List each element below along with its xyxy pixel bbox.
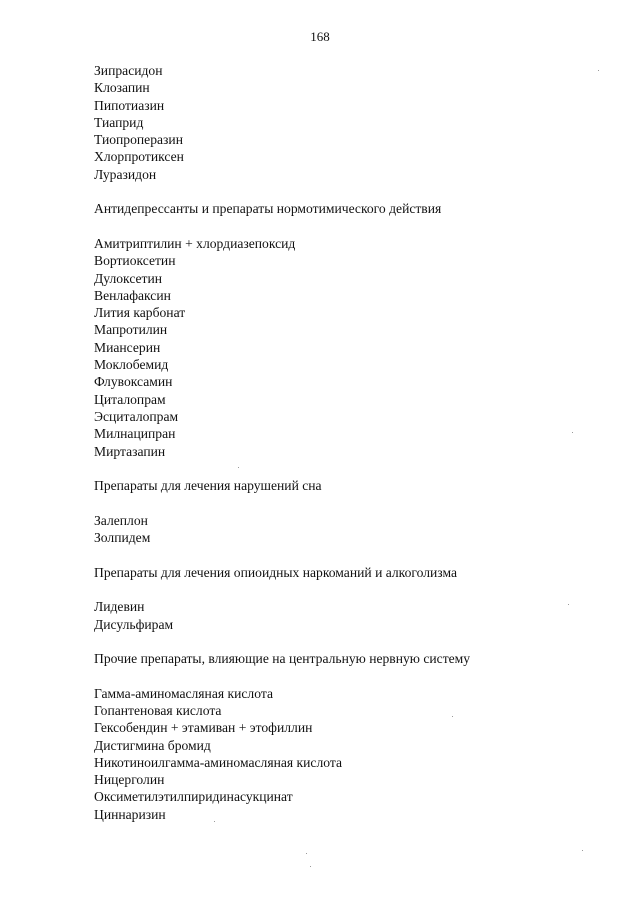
text-line: Дисульфирам	[94, 616, 174, 632]
scan-speck	[568, 604, 569, 605]
text-line: Зипрасидон	[94, 63, 163, 78]
scan-speck	[306, 853, 307, 854]
scan-speck	[572, 432, 573, 433]
scan-speck	[214, 821, 215, 822]
text-line: Тиопроперазин	[94, 132, 183, 148]
scan-speck	[582, 850, 583, 851]
blank-line	[94, 183, 614, 200]
text-line: Амитриптилин + хлордиазепоксид	[94, 235, 296, 251]
text-line: Циннаризин	[94, 806, 166, 822]
blank-line	[94, 667, 614, 684]
text-line: Хлорпротиксен	[94, 149, 184, 165]
text-line: Флувоксамин	[94, 374, 173, 390]
blank-line	[94, 218, 614, 235]
text-line: Оксиметилэтилпиридинасукцинат	[94, 789, 293, 805]
text-line: Тиаприд	[94, 114, 144, 130]
blank-line	[94, 546, 614, 563]
text-line: Миртазапин	[94, 443, 166, 459]
text-line: Циталопрам	[94, 391, 166, 407]
text-line: Луразидон	[94, 166, 157, 182]
blank-line	[94, 460, 614, 477]
text-line: Гопантеновая кислота	[94, 702, 222, 718]
text-line: Дулоксетин	[94, 270, 163, 286]
text-line: Моклобемид	[94, 357, 169, 373]
text-line: Гексобендин + этамиван + этофиллин	[94, 720, 313, 736]
text-line: Мапротилин	[94, 322, 168, 338]
text-line: Лидевин	[94, 599, 145, 615]
text-line: Дистигмина бромид	[94, 737, 211, 753]
text-line: Прочие препараты, влияющие на центральную нервную систему	[94, 651, 471, 667]
text-line: Вортиоксетин	[94, 253, 176, 269]
text-line: Милнаципран	[94, 426, 176, 442]
text-line: Никотиноилгамма-аминомасляная кислота	[94, 754, 342, 770]
text-line: Венлафаксин	[94, 287, 171, 303]
text-line: Миансерин	[94, 339, 161, 355]
document-body	[94, 62, 614, 823]
scan-speck	[310, 866, 311, 867]
scan-speck	[452, 716, 453, 717]
text-line: Гамма-аминомасляная кислота	[94, 685, 273, 701]
blank-line	[94, 494, 614, 511]
text-line: Эсциталопрам	[94, 408, 179, 424]
text-line: Золпидем	[94, 530, 151, 546]
text-line: Залеплон	[94, 512, 148, 528]
text-line: Клозапин	[94, 80, 150, 96]
text-line: Лития карбонат	[94, 305, 186, 321]
scan-speck	[238, 467, 239, 468]
text-line: Препараты для лечения опиоидных наркоманий и алкоголизма	[94, 564, 458, 580]
blank-line	[94, 633, 614, 650]
text-line: Пипотиазин	[94, 97, 165, 113]
text-line: Препараты для лечения нарушений сна	[94, 478, 322, 494]
text-line: Ницерголин	[94, 772, 165, 788]
page-number: 168	[310, 29, 330, 44]
blank-line	[94, 581, 614, 598]
scan-speck	[598, 70, 599, 71]
text-line: Антидепрессанты и препараты нормотимического действия	[94, 201, 442, 217]
